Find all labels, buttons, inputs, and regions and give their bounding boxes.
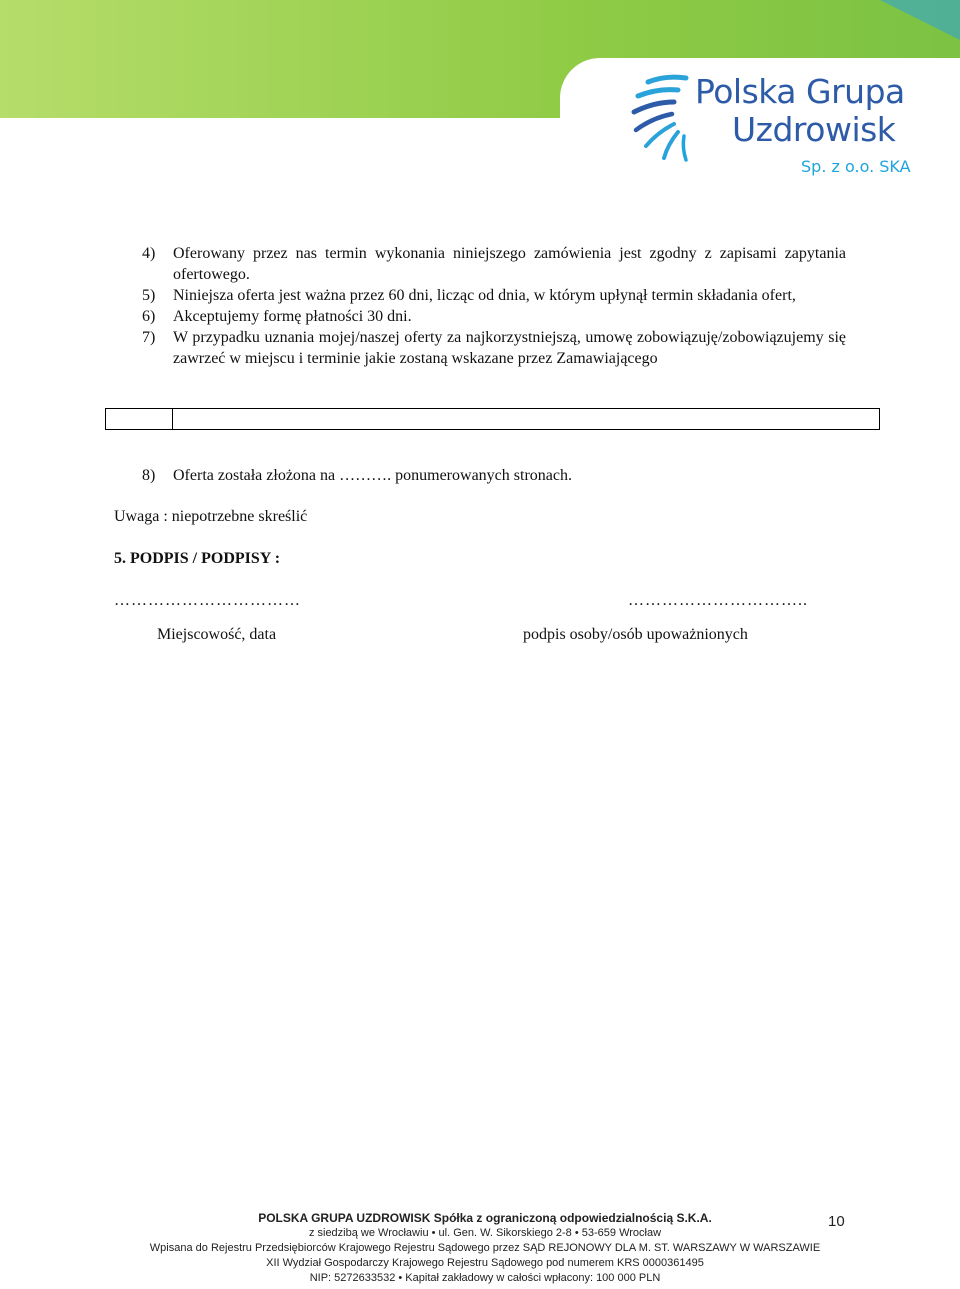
signature-heading: 5. PODPIS / PODPISY : xyxy=(114,550,281,567)
item-text: Oferta została złożona na ………. ponumerowanych stronach. xyxy=(173,467,572,484)
list-item-pages xyxy=(142,467,572,485)
place-date-caption: Miejscowość, data xyxy=(157,626,277,643)
footer-nip-capital: NIP: 5272633532 • Kapitał zakładowy w całości wpłacony: 100 000 PLN xyxy=(309,1272,661,1284)
footer-registry-krs: XII Wydział Gospodarczy Krajowego Rejestru Sądowego pod numerem KRS 0000361495 xyxy=(266,1257,704,1269)
item-text: Akceptujemy formę płatności 30 dni. xyxy=(173,308,412,325)
item-number: 7) xyxy=(142,329,156,346)
signature-blank: ………………………….. xyxy=(628,592,808,609)
brand-name-line1: Polska Grupa xyxy=(695,72,905,111)
item-text: Niniejsza oferta jest ważna przez 60 dni, licząc od dnia, w którym upłynął termin składania ofert, xyxy=(173,287,796,304)
item-number: 8) xyxy=(142,467,156,484)
footer-registry: Wpisana do Rejestru Przedsiębiorców Krajowego Rejestru Sądowego przez SĄD REJONOWY DLA M. ST. WARSZAWY W WARSZAWIE xyxy=(149,1242,821,1254)
item-number: 6) xyxy=(142,308,156,325)
footer-address: z siedzibą we Wrocławiu • ul. Gen. W. Sikorskiego 2-8 • 53-659 Wrocław xyxy=(308,1227,662,1239)
empty-table-row xyxy=(105,408,880,430)
brand-name-line2: Uzdrowisk xyxy=(732,110,896,149)
list-item xyxy=(142,285,846,306)
list-item xyxy=(142,327,846,369)
brand-logo-icon xyxy=(626,70,704,165)
signature-caption: podpis osoby/osób upoważnionych xyxy=(523,626,748,643)
strike-out-note: Uwaga : niepotrzebne skreślić xyxy=(114,508,308,525)
item-number: 5) xyxy=(142,287,156,304)
offer-declarations-list xyxy=(142,243,846,369)
list-item xyxy=(142,306,846,327)
page-number: 10 xyxy=(828,1213,845,1230)
item-text: W przypadku uznania mojej/naszej oferty za najkorzystniejszą, umowę zobowiązuję/zobowiązujemy się zawrzeć w miejscu i terminie jakie zostaną wskazane przez Zamawiającego xyxy=(173,329,846,367)
list-item xyxy=(142,243,846,285)
table-cell-divider xyxy=(172,409,173,429)
company-footer xyxy=(140,1210,830,1286)
footer-company-name: POLSKA GRUPA UZDROWISK Spółka z ograniczoną odpowiedzialnością S.K.A. xyxy=(258,1211,712,1225)
item-text: Oferowany przez nas termin wykonania niniejszego zamówienia jest zgodny z zapisami zapytania ofertowego. xyxy=(173,245,846,283)
place-date-blank: …………………………… xyxy=(114,592,301,609)
brand-legal-form: Sp. z o.o. SKA xyxy=(801,157,911,176)
item-number: 4) xyxy=(142,245,156,262)
